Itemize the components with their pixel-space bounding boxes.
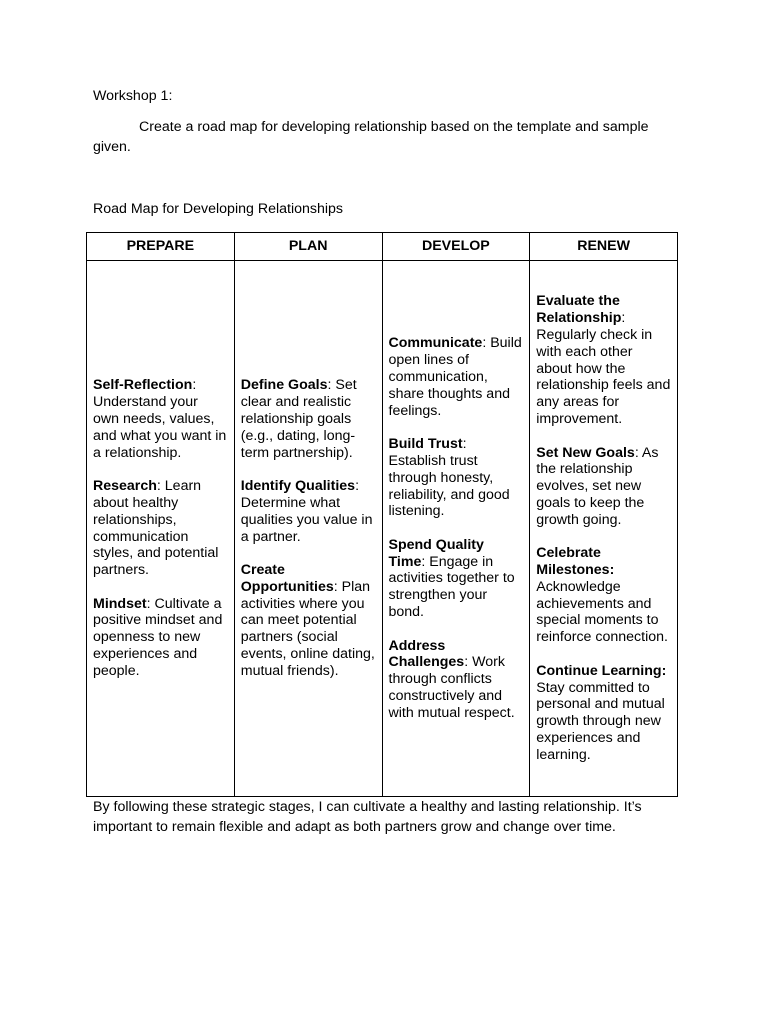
prepare-item-research	[93, 478, 228, 579]
item-term: Define Goals	[240, 377, 328, 394]
item-text: Acknowledge achievements and special moments to reinforce connection.	[536, 578, 668, 646]
table-body-row	[87, 261, 678, 797]
item-term: Research	[93, 478, 157, 495]
intro-text: Create a road map for developing relationship based on the template and sample given.	[93, 119, 649, 155]
header-develop: DEVELOP	[382, 233, 530, 261]
item-term: Address Challenges	[388, 637, 465, 671]
develop-item-address-challenges	[389, 638, 524, 722]
item-term: Identify Qualities	[240, 478, 356, 495]
workshop-heading: Workshop 1:	[93, 88, 173, 104]
renew-item-continue-learning	[536, 663, 671, 764]
item-sep: :	[192, 377, 197, 394]
renew-item-evaluate	[536, 293, 671, 427]
item-term: Evaluate the Relationship	[536, 293, 622, 327]
table-header-row	[87, 233, 678, 261]
closing-paragraph: By following these strategic stages, I can cultivate a healthy and lasting relationship. It’s important to remain flexible and adapt as both partners grow and change over time.	[93, 799, 642, 835]
header-plan: PLAN	[234, 233, 382, 261]
header-prepare: PREPARE	[87, 233, 235, 261]
develop-item-communicate	[389, 335, 524, 419]
renew-item-celebrate-milestones	[536, 545, 671, 646]
road-map-table	[86, 232, 678, 797]
header-renew: RENEW	[530, 233, 678, 261]
item-term: Communicate	[388, 335, 483, 352]
item-text: Stay committed to personal and mutual growth through new experiences and learning.	[536, 679, 665, 763]
item-term: Create Opportunities	[240, 562, 334, 595]
item-text: Determine what qualities you value in a partner.	[240, 494, 373, 545]
prepare-item-mindset	[93, 596, 228, 680]
item-term: Set New Goals	[536, 444, 635, 461]
develop-item-build-trust	[389, 436, 524, 520]
develop-cell	[382, 261, 530, 797]
prepare-item-self-reflection	[93, 377, 228, 461]
item-sep: :	[482, 335, 487, 352]
item-text: Understand your own needs, values, and what you want in a relationship.	[93, 394, 227, 461]
item-sep: :	[462, 436, 467, 453]
item-text: Establish trust through honesty, reliability, and good listening.	[388, 452, 510, 520]
item-text: As the relationship evolves, set new goals to keep the growth going.	[536, 444, 659, 528]
item-text: Work through conflicts constructively and with mutual respect.	[388, 654, 515, 721]
item-term: Build Trust	[388, 436, 463, 453]
table-title: Road Map for Developing Relationships	[93, 201, 343, 217]
item-sep: :	[421, 553, 426, 570]
item-text: Cultivate a positive mindset and openness to new experiences and people.	[93, 595, 223, 679]
item-sep: :	[355, 478, 360, 495]
prepare-cell	[87, 261, 235, 797]
intro-paragraph	[93, 118, 683, 157]
item-sep: :	[333, 578, 338, 595]
item-text: Plan activities where you can meet potential partners (social events, online dating, mutual friends).	[240, 578, 375, 679]
develop-item-spend-quality-time	[389, 537, 524, 621]
item-term: Celebrate Milestones:	[536, 545, 615, 579]
plan-item-identify-qualities	[241, 478, 376, 545]
item-sep: :	[156, 478, 161, 495]
item-text: Learn about healthy relationships, communication styles, and potential partners.	[93, 478, 219, 579]
item-sep: :	[464, 654, 469, 671]
plan-item-create-opportunities	[241, 562, 376, 680]
renew-cell	[530, 261, 678, 797]
item-term: Continue Learning:	[536, 662, 667, 679]
item-sep: :	[146, 595, 151, 612]
item-sep: :	[327, 377, 332, 394]
plan-cell	[234, 261, 382, 797]
item-text: Set clear and realistic relationship goals (e.g., dating, long-term partnership).	[240, 377, 357, 461]
item-text: Regularly check in with each other about how the relationship feels and any areas for improvement.	[536, 326, 671, 427]
item-term: Self-Reflection	[93, 377, 193, 394]
renew-item-set-new-goals	[536, 445, 671, 529]
item-sep: :	[621, 310, 626, 327]
item-term: Mindset	[93, 595, 147, 612]
item-text: Engage in activities together to strengthen your bond.	[388, 553, 515, 621]
plan-item-define-goals	[241, 377, 376, 461]
item-term: Spend Quality Time	[388, 536, 484, 570]
item-sep: :	[634, 444, 639, 461]
item-text: Build open lines of communication, share thoughts and feelings.	[388, 335, 522, 419]
